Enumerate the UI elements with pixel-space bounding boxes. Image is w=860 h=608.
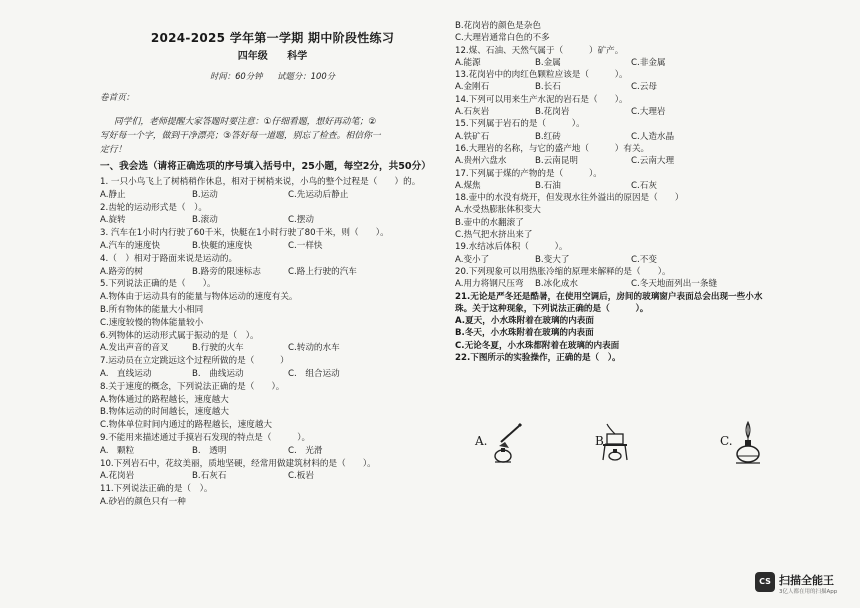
option-choice: B.滚动 (192, 215, 218, 226)
question-text: 11.下列说法正确的是（ ）。 (100, 484, 213, 495)
experiment-label: A. (475, 434, 488, 448)
question-text: 19.水结冰后体积（ ）。 (455, 242, 568, 253)
left-questions (100, 176, 445, 509)
option-choice: C.云母 (631, 82, 657, 93)
experiment-label: C. (720, 434, 733, 448)
option-choice: C.非金属 (631, 57, 666, 68)
question-text: 18.壶中的水没有烧开，但发现水往外溢出的原因是（ ） (455, 193, 684, 204)
alcohol-lamp-slanted-tube-icon (475, 420, 535, 480)
question-text: C.热气把水挤出来了 (455, 230, 533, 241)
option-choice: A. 颗粒 (100, 445, 135, 456)
options-row (455, 106, 785, 118)
experiment-figures (475, 420, 775, 480)
question-text: A.夏天，小水珠附着在玻璃的内表面 (455, 316, 594, 327)
option-choice: B.花岗岩 (535, 107, 570, 118)
option-choice: B.云南昆明 (535, 156, 579, 167)
option-choice: B.金属 (535, 57, 561, 68)
exam-meta (100, 70, 445, 83)
question-text: B.壶中的水翻滚了 (455, 217, 524, 228)
question-text: B.冬天，小水珠附着在玻璃的内表面 (455, 328, 594, 339)
subject-label: 科学 (287, 50, 308, 62)
question-text: A.物体由于运动具有的能量与物体运动的速度有关。 (100, 292, 298, 303)
question-text: 9.不能用来描述通过手摸岩石发现的特点是（ ）。 (100, 432, 311, 443)
juan-shou-label: 卷首页： (100, 93, 135, 104)
option-choice: C.转动的水车 (288, 343, 340, 354)
intro-text (100, 115, 445, 157)
option-choice: C.一样快 (288, 240, 323, 251)
option-choice: A.金刚石 (455, 82, 490, 93)
question-text: 2.齿轮的运动形式是（ ）。 (100, 202, 208, 213)
option-choice: C.石灰 (631, 180, 657, 191)
option-choice: A.能源 (455, 57, 481, 68)
question-text: 21.无论是严冬还是酷暑，在使用空调后，房间的玻璃窗户表面总会出现一些小水 (455, 291, 763, 302)
question-text: B.所有物体的能量大小相同 (100, 304, 204, 315)
options-row (455, 81, 785, 93)
question-text: 珠。关于这种现象，下列说法正确的是（ ）。 (455, 303, 649, 314)
question-text: 3. 汽车在1小时内行驶了60千米，快艇在1小时行驶了80千米，则（ ）。 (100, 228, 389, 239)
question-text: A.水受热膨胀体积变大 (455, 205, 541, 216)
question-text: 15.下列属于岩石的是（ ）。 (455, 119, 585, 130)
option-choice: B.运动 (192, 189, 218, 200)
options-row (455, 278, 785, 290)
option-choice: B. 曲线运动 (192, 368, 244, 379)
option-choice: B.红砖 (535, 131, 561, 142)
options-row (455, 155, 785, 167)
question-text: 20.下列现象可以用热胀冷缩的原理来解释的是（ ）。 (455, 266, 671, 277)
option-choice: B.长石 (535, 82, 561, 93)
option-choice: B.路旁的限速标志 (192, 266, 261, 277)
options-row (455, 131, 785, 143)
time-label: 时间：60分钟 (209, 70, 263, 81)
question-text: 4.（ ）相对于路面来说是运动的。 (100, 253, 238, 264)
experiment-a (475, 420, 535, 480)
intro-line: 写好每一个字，做到干净漂亮；③答好每一道题，别忘了检查。相信你一 (100, 131, 381, 142)
question-text: 14.下列可以用来生产水泥的岩石是（ ）。 (455, 94, 628, 105)
question-text: C.速度较慢的物体能量较小 (100, 317, 204, 328)
option-choice: C.不变 (631, 254, 657, 265)
options-row (455, 57, 785, 69)
option-choice: C.先运动后静止 (288, 189, 349, 200)
options-row (100, 470, 445, 483)
scanner-name: 扫描全能王 (779, 574, 834, 587)
option-choice: C.板岩 (288, 471, 314, 482)
intro-line: 同学们，老师提醒大家答题时要注意：①仔细看题，想好再动笔；② (114, 117, 377, 128)
question-text: 12.煤、石油、天然气属于（ ）矿产。 (455, 45, 624, 56)
option-choice: A.变小了 (455, 254, 490, 265)
option-choice: A.汽车的速度快 (100, 240, 161, 251)
experiment-c (720, 420, 775, 480)
option-choice: C. 组合运动 (288, 368, 340, 379)
option-choice: A. 直线运动 (100, 368, 152, 379)
question-text: 8.关于速度的概念，下列说法正确的是（ ）。 (100, 381, 285, 392)
option-choice: A.发出声音的音叉 (100, 343, 169, 354)
option-choice: B.行驶的火车 (192, 343, 244, 354)
experiment-b (595, 420, 655, 480)
question-text: C.大理岩通常白色的不多 (455, 33, 550, 44)
beaker-tripod-icon (595, 420, 655, 480)
question-text: 22.下图所示的实验操作，正确的是（ ）。 (455, 353, 621, 364)
right-column (455, 20, 785, 364)
option-choice: C.云南大理 (631, 156, 675, 167)
alcohol-lamp-flame-icon (720, 420, 775, 480)
options-row (100, 266, 445, 279)
options-row (100, 214, 445, 227)
grade-label: 四年级 (237, 50, 268, 62)
option-choice: C.冬天地面列出一条缝 (631, 279, 718, 290)
option-choice: A.旋转 (100, 215, 126, 226)
question-text: B.花岗岩的颜色是杂色 (455, 21, 541, 31)
question-text: B.物体运动的时间越长，速度越大 (100, 407, 229, 418)
options-row (455, 254, 785, 266)
option-choice: A.铁矿石 (455, 131, 490, 142)
option-choice: C.大理岩 (631, 107, 666, 118)
option-choice: A.煤焦 (455, 180, 481, 191)
option-choice: A.用力将钢尺压弯 (455, 279, 524, 290)
options-row (100, 240, 445, 253)
score-label: 试题分：100分 (277, 70, 336, 81)
option-choice: C.人造水晶 (631, 131, 675, 142)
question-text: 1. 一只小鸟飞上了树梢稍作休息，相对于树梢来说，小鸟的整个过程是（ ）的。 (100, 176, 421, 187)
option-choice: A.石灰岩 (455, 107, 490, 118)
option-choice: B.石灰石 (192, 471, 227, 482)
question-text: 13.花岗岩中的肉红色颗粒应该是（ ）。 (455, 70, 628, 81)
question-text: 7.运动员在立定跳远这个过程所做的是（ ） (100, 356, 289, 367)
option-choice: B.石油 (535, 180, 561, 191)
question-text: C.无论冬夏，小水珠都附着在玻璃的内表面 (455, 340, 620, 351)
question-text: 10.下列岩石中，花纹美丽，质地坚硬，经常用做建筑材料的是（ ）。 (100, 458, 376, 469)
options-row (100, 368, 445, 381)
option-choice: B.变大了 (535, 254, 570, 265)
left-column (100, 28, 445, 509)
right-questions (455, 20, 785, 364)
options-row (100, 189, 445, 202)
options-row (100, 342, 445, 355)
question-text: C.物体单位时间内通过的路程越长，速度越大 (100, 420, 273, 431)
options-row (455, 180, 785, 192)
experiment-label: B. (595, 434, 608, 448)
option-choice: B. 透明 (192, 445, 227, 456)
question-text: 16.大理岩的名称，与它的盛产地（ ）有关。 (455, 143, 650, 154)
question-text: A.物体通过的路程越长，速度越大 (100, 394, 229, 405)
option-choice: A.静止 (100, 189, 126, 200)
option-choice: C.路上行驶的汽车 (288, 266, 357, 277)
scanner-logo-icon: CS (755, 572, 775, 592)
grade-subject (100, 51, 445, 64)
option-choice: C.摆动 (288, 215, 314, 226)
intro-line: 定行！ (100, 145, 127, 156)
section-heading: 一、我会选（请将正确选项的序号填入括号中，25小题，每空2分，共50分） (100, 161, 431, 173)
question-text: A.砂岩的颜色只有一种 (100, 496, 186, 507)
option-choice: B.冰化成水 (535, 279, 579, 290)
exam-title: 2024-2025 学年第一学期 期中阶段性练习 (150, 31, 395, 45)
question-text: 5.下列说法正确的是（ ）。 (100, 279, 216, 290)
options-row (100, 445, 445, 458)
option-choice: B.快艇的速度快 (192, 240, 253, 251)
option-choice: A.路旁的树 (100, 266, 143, 277)
scanner-watermark (755, 570, 850, 598)
option-choice: A.花岗岩 (100, 471, 135, 482)
question-text: 17.下列属于煤的产物的是（ ）。 (455, 168, 602, 179)
question-text: 6.列物体的运动形式属于振动的是（ ）。 (100, 330, 259, 341)
option-choice: C. 光滑 (288, 445, 323, 456)
scanner-tagline: 3亿人都在用的扫描App (779, 589, 838, 595)
option-choice: A.贵州六盘水 (455, 156, 507, 167)
